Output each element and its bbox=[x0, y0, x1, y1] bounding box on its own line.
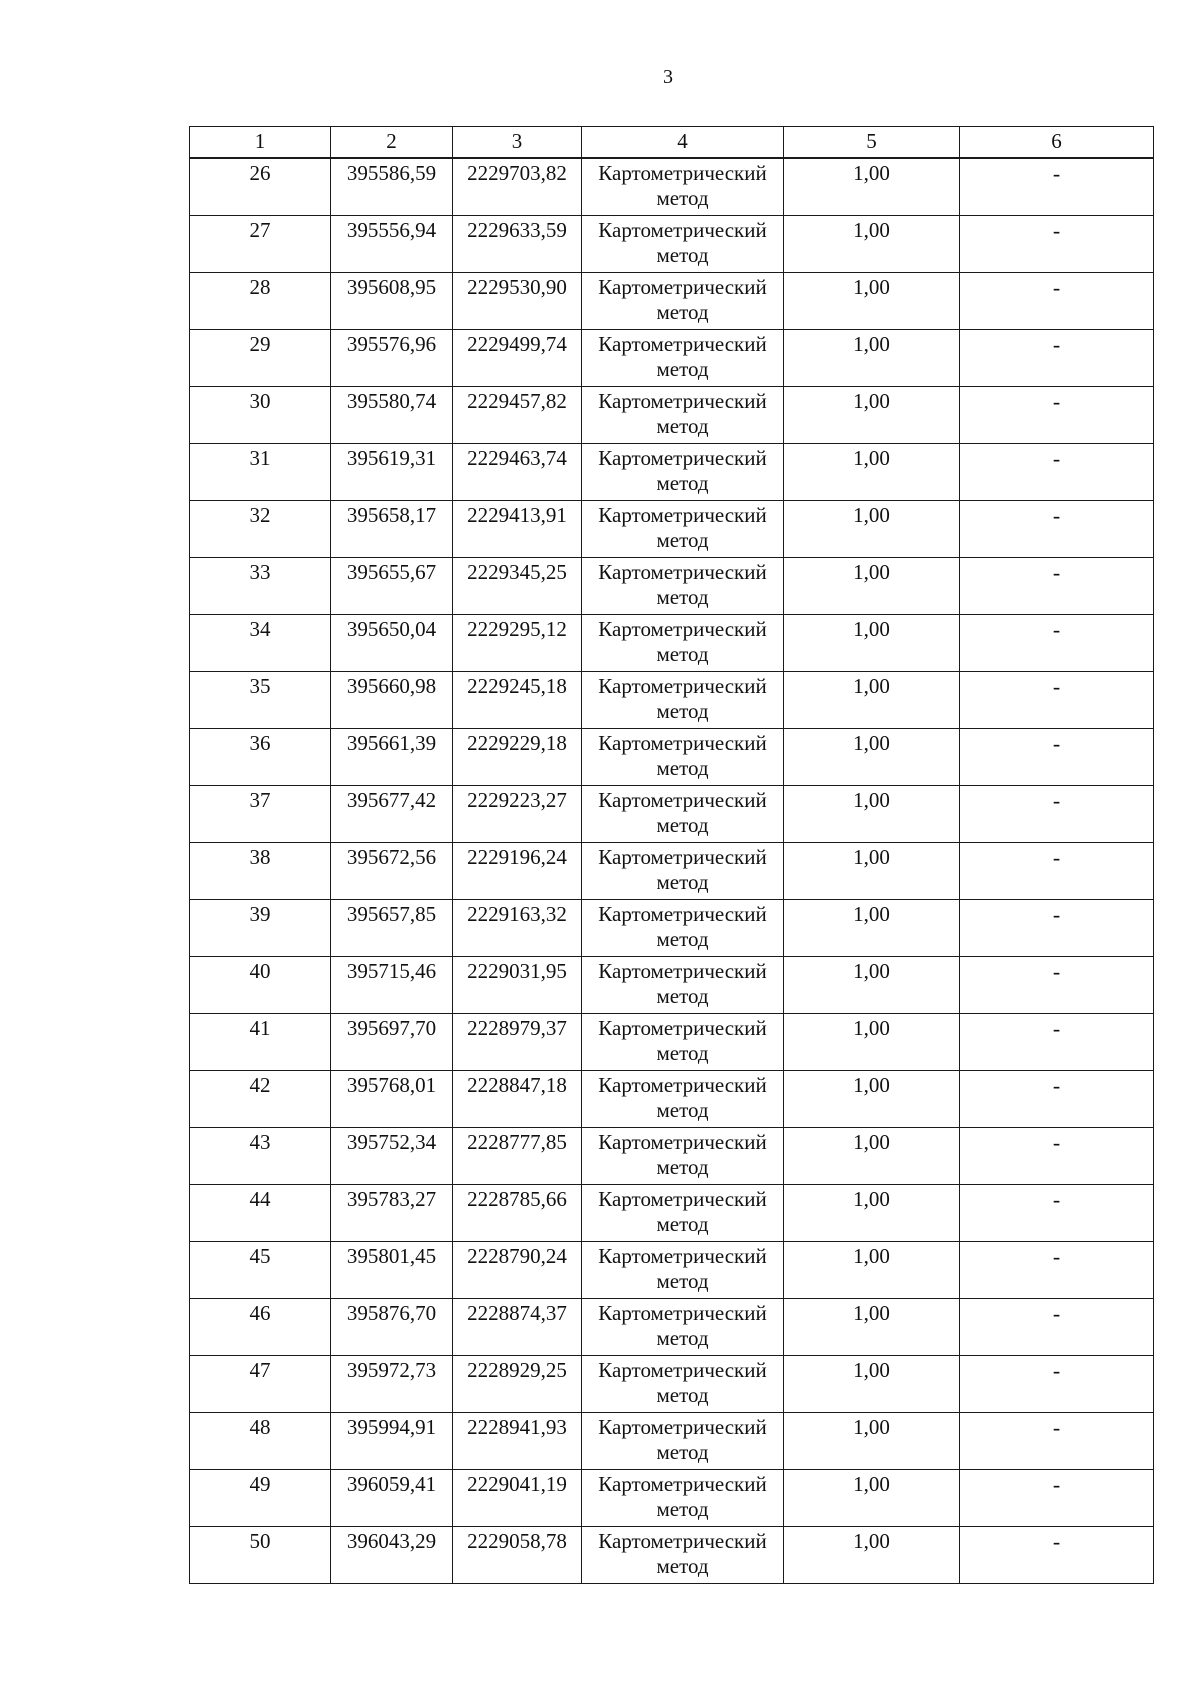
column-header-1: 1 bbox=[190, 127, 331, 159]
x-coordinate-cell: 395801,45 bbox=[331, 1242, 453, 1299]
table-row bbox=[190, 786, 1154, 843]
point-number-cell: 34 bbox=[190, 615, 331, 672]
point-number-cell: 35 bbox=[190, 672, 331, 729]
method-cell: Картометрический метод bbox=[582, 1356, 784, 1413]
y-coordinate-cell: 2229457,82 bbox=[453, 387, 582, 444]
table-row bbox=[190, 158, 1154, 216]
x-coordinate-cell: 395650,04 bbox=[331, 615, 453, 672]
method-cell: Картометрический метод bbox=[582, 900, 784, 957]
point-number-cell: 38 bbox=[190, 843, 331, 900]
note-cell: - bbox=[960, 1527, 1154, 1584]
y-coordinate-cell: 2228929,25 bbox=[453, 1356, 582, 1413]
method-cell: Картометрический метод bbox=[582, 558, 784, 615]
note-cell: - bbox=[960, 1356, 1154, 1413]
accuracy-cell: 1,00 bbox=[784, 1128, 960, 1185]
point-number-cell: 46 bbox=[190, 1299, 331, 1356]
point-number-cell: 28 bbox=[190, 273, 331, 330]
method-cell: Картометрический метод bbox=[582, 273, 784, 330]
y-coordinate-cell: 2228941,93 bbox=[453, 1413, 582, 1470]
table-row bbox=[190, 501, 1154, 558]
y-coordinate-cell: 2229530,90 bbox=[453, 273, 582, 330]
method-cell: Картометрический метод bbox=[582, 1185, 784, 1242]
x-coordinate-cell: 395657,85 bbox=[331, 900, 453, 957]
accuracy-cell: 1,00 bbox=[784, 1071, 960, 1128]
x-coordinate-cell: 395658,17 bbox=[331, 501, 453, 558]
note-cell: - bbox=[960, 273, 1154, 330]
x-coordinate-cell: 395586,59 bbox=[331, 158, 453, 216]
x-coordinate-cell: 395876,70 bbox=[331, 1299, 453, 1356]
note-cell: - bbox=[960, 1299, 1154, 1356]
point-number-cell: 48 bbox=[190, 1413, 331, 1470]
y-coordinate-cell: 2229345,25 bbox=[453, 558, 582, 615]
accuracy-cell: 1,00 bbox=[784, 1356, 960, 1413]
note-cell: - bbox=[960, 1242, 1154, 1299]
note-cell: - bbox=[960, 729, 1154, 786]
accuracy-cell: 1,00 bbox=[784, 843, 960, 900]
note-cell: - bbox=[960, 1128, 1154, 1185]
point-number-cell: 32 bbox=[190, 501, 331, 558]
accuracy-cell: 1,00 bbox=[784, 330, 960, 387]
accuracy-cell: 1,00 bbox=[784, 501, 960, 558]
table-row bbox=[190, 843, 1154, 900]
method-cell: Картометрический метод bbox=[582, 444, 784, 501]
x-coordinate-cell: 395768,01 bbox=[331, 1071, 453, 1128]
y-coordinate-cell: 2229295,12 bbox=[453, 615, 582, 672]
y-coordinate-cell: 2229031,95 bbox=[453, 957, 582, 1014]
table-row bbox=[190, 1014, 1154, 1071]
method-cell: Картометрический метод bbox=[582, 216, 784, 273]
x-coordinate-cell: 395994,91 bbox=[331, 1413, 453, 1470]
column-header-6: 6 bbox=[960, 127, 1154, 159]
note-cell: - bbox=[960, 1014, 1154, 1071]
method-cell: Картометрический метод bbox=[582, 1014, 784, 1071]
point-number-cell: 42 bbox=[190, 1071, 331, 1128]
point-number-cell: 44 bbox=[190, 1185, 331, 1242]
point-number-cell: 27 bbox=[190, 216, 331, 273]
accuracy-cell: 1,00 bbox=[784, 216, 960, 273]
note-cell: - bbox=[960, 615, 1154, 672]
table-row bbox=[190, 1242, 1154, 1299]
table-row bbox=[190, 957, 1154, 1014]
accuracy-cell: 1,00 bbox=[784, 273, 960, 330]
method-cell: Картометрический метод bbox=[582, 158, 784, 216]
method-cell: Картометрический метод bbox=[582, 1071, 784, 1128]
y-coordinate-cell: 2229223,27 bbox=[453, 786, 582, 843]
y-coordinate-cell: 2229463,74 bbox=[453, 444, 582, 501]
y-coordinate-cell: 2228874,37 bbox=[453, 1299, 582, 1356]
y-coordinate-cell: 2229413,91 bbox=[453, 501, 582, 558]
column-header-5: 5 bbox=[784, 127, 960, 159]
method-cell: Картометрический метод bbox=[582, 1527, 784, 1584]
x-coordinate-cell: 395697,70 bbox=[331, 1014, 453, 1071]
method-cell: Картометрический метод bbox=[582, 615, 784, 672]
y-coordinate-cell: 2229163,32 bbox=[453, 900, 582, 957]
note-cell: - bbox=[960, 900, 1154, 957]
table-row bbox=[190, 1527, 1154, 1584]
y-coordinate-cell: 2228790,24 bbox=[453, 1242, 582, 1299]
page-number: 3 bbox=[663, 66, 673, 88]
note-cell: - bbox=[960, 843, 1154, 900]
table-row bbox=[190, 1299, 1154, 1356]
note-cell: - bbox=[960, 330, 1154, 387]
table-row bbox=[190, 1071, 1154, 1128]
x-coordinate-cell: 395576,96 bbox=[331, 330, 453, 387]
point-number-cell: 49 bbox=[190, 1470, 331, 1527]
accuracy-cell: 1,00 bbox=[784, 1299, 960, 1356]
x-coordinate-cell: 395660,98 bbox=[331, 672, 453, 729]
note-cell: - bbox=[960, 158, 1154, 216]
y-coordinate-cell: 2229703,82 bbox=[453, 158, 582, 216]
y-coordinate-cell: 2229499,74 bbox=[453, 330, 582, 387]
table-row bbox=[190, 1413, 1154, 1470]
point-number-cell: 36 bbox=[190, 729, 331, 786]
y-coordinate-cell: 2228785,66 bbox=[453, 1185, 582, 1242]
accuracy-cell: 1,00 bbox=[784, 729, 960, 786]
note-cell: - bbox=[960, 672, 1154, 729]
y-coordinate-cell: 2229633,59 bbox=[453, 216, 582, 273]
method-cell: Картометрический метод bbox=[582, 786, 784, 843]
table-row bbox=[190, 615, 1154, 672]
y-coordinate-cell: 2229245,18 bbox=[453, 672, 582, 729]
point-number-cell: 37 bbox=[190, 786, 331, 843]
accuracy-cell: 1,00 bbox=[784, 158, 960, 216]
table-row bbox=[190, 1128, 1154, 1185]
note-cell: - bbox=[960, 444, 1154, 501]
point-number-cell: 43 bbox=[190, 1128, 331, 1185]
y-coordinate-cell: 2228979,37 bbox=[453, 1014, 582, 1071]
point-number-cell: 39 bbox=[190, 900, 331, 957]
point-number-cell: 47 bbox=[190, 1356, 331, 1413]
method-cell: Картометрический метод bbox=[582, 387, 784, 444]
table-row bbox=[190, 729, 1154, 786]
y-coordinate-cell: 2229196,24 bbox=[453, 843, 582, 900]
x-coordinate-cell: 396059,41 bbox=[331, 1470, 453, 1527]
y-coordinate-cell: 2229229,18 bbox=[453, 729, 582, 786]
table-row bbox=[190, 558, 1154, 615]
accuracy-cell: 1,00 bbox=[784, 1185, 960, 1242]
method-cell: Картометрический метод bbox=[582, 330, 784, 387]
method-cell: Картометрический метод bbox=[582, 1242, 784, 1299]
table-row bbox=[190, 672, 1154, 729]
point-number-cell: 29 bbox=[190, 330, 331, 387]
accuracy-cell: 1,00 bbox=[784, 957, 960, 1014]
accuracy-cell: 1,00 bbox=[784, 1527, 960, 1584]
point-number-cell: 33 bbox=[190, 558, 331, 615]
point-number-cell: 40 bbox=[190, 957, 331, 1014]
table-row bbox=[190, 1470, 1154, 1527]
method-cell: Картометрический метод bbox=[582, 1470, 784, 1527]
x-coordinate-cell: 395556,94 bbox=[331, 216, 453, 273]
method-cell: Картометрический метод bbox=[582, 843, 784, 900]
accuracy-cell: 1,00 bbox=[784, 786, 960, 843]
y-coordinate-cell: 2229041,19 bbox=[453, 1470, 582, 1527]
accuracy-cell: 1,00 bbox=[784, 558, 960, 615]
point-number-cell: 50 bbox=[190, 1527, 331, 1584]
table-row bbox=[190, 216, 1154, 273]
method-cell: Картометрический метод bbox=[582, 1413, 784, 1470]
note-cell: - bbox=[960, 957, 1154, 1014]
coordinates-table bbox=[189, 126, 1154, 1584]
x-coordinate-cell: 395715,46 bbox=[331, 957, 453, 1014]
method-cell: Картометрический метод bbox=[582, 957, 784, 1014]
column-header-4: 4 bbox=[582, 127, 784, 159]
point-number-cell: 45 bbox=[190, 1242, 331, 1299]
method-cell: Картометрический метод bbox=[582, 501, 784, 558]
x-coordinate-cell: 395580,74 bbox=[331, 387, 453, 444]
note-cell: - bbox=[960, 1185, 1154, 1242]
x-coordinate-cell: 395752,34 bbox=[331, 1128, 453, 1185]
note-cell: - bbox=[960, 501, 1154, 558]
table-row bbox=[190, 1356, 1154, 1413]
y-coordinate-cell: 2228777,85 bbox=[453, 1128, 582, 1185]
table-row bbox=[190, 387, 1154, 444]
accuracy-cell: 1,00 bbox=[784, 444, 960, 501]
accuracy-cell: 1,00 bbox=[784, 387, 960, 444]
point-number-cell: 41 bbox=[190, 1014, 331, 1071]
table-row bbox=[190, 273, 1154, 330]
x-coordinate-cell: 396043,29 bbox=[331, 1527, 453, 1584]
method-cell: Картометрический метод bbox=[582, 1299, 784, 1356]
x-coordinate-cell: 395619,31 bbox=[331, 444, 453, 501]
column-header-2: 2 bbox=[331, 127, 453, 159]
table-row bbox=[190, 330, 1154, 387]
point-number-cell: 26 bbox=[190, 158, 331, 216]
x-coordinate-cell: 395661,39 bbox=[331, 729, 453, 786]
method-cell: Картометрический метод bbox=[582, 672, 784, 729]
x-coordinate-cell: 395972,73 bbox=[331, 1356, 453, 1413]
table-body bbox=[190, 158, 1154, 1584]
method-cell: Картометрический метод bbox=[582, 1128, 784, 1185]
method-cell: Картометрический метод bbox=[582, 729, 784, 786]
point-number-cell: 30 bbox=[190, 387, 331, 444]
accuracy-cell: 1,00 bbox=[784, 900, 960, 957]
x-coordinate-cell: 395655,67 bbox=[331, 558, 453, 615]
note-cell: - bbox=[960, 1470, 1154, 1527]
note-cell: - bbox=[960, 387, 1154, 444]
point-number-cell: 31 bbox=[190, 444, 331, 501]
table-row bbox=[190, 1185, 1154, 1242]
accuracy-cell: 1,00 bbox=[784, 672, 960, 729]
accuracy-cell: 1,00 bbox=[784, 615, 960, 672]
y-coordinate-cell: 2229058,78 bbox=[453, 1527, 582, 1584]
note-cell: - bbox=[960, 1071, 1154, 1128]
accuracy-cell: 1,00 bbox=[784, 1470, 960, 1527]
note-cell: - bbox=[960, 216, 1154, 273]
note-cell: - bbox=[960, 786, 1154, 843]
table-row bbox=[190, 444, 1154, 501]
column-header-3: 3 bbox=[453, 127, 582, 159]
x-coordinate-cell: 395677,42 bbox=[331, 786, 453, 843]
note-cell: - bbox=[960, 1413, 1154, 1470]
y-coordinate-cell: 2228847,18 bbox=[453, 1071, 582, 1128]
table-row bbox=[190, 900, 1154, 957]
accuracy-cell: 1,00 bbox=[784, 1242, 960, 1299]
x-coordinate-cell: 395783,27 bbox=[331, 1185, 453, 1242]
accuracy-cell: 1,00 bbox=[784, 1014, 960, 1071]
x-coordinate-cell: 395608,95 bbox=[331, 273, 453, 330]
x-coordinate-cell: 395672,56 bbox=[331, 843, 453, 900]
note-cell: - bbox=[960, 558, 1154, 615]
header-row bbox=[190, 127, 1154, 159]
accuracy-cell: 1,00 bbox=[784, 1413, 960, 1470]
